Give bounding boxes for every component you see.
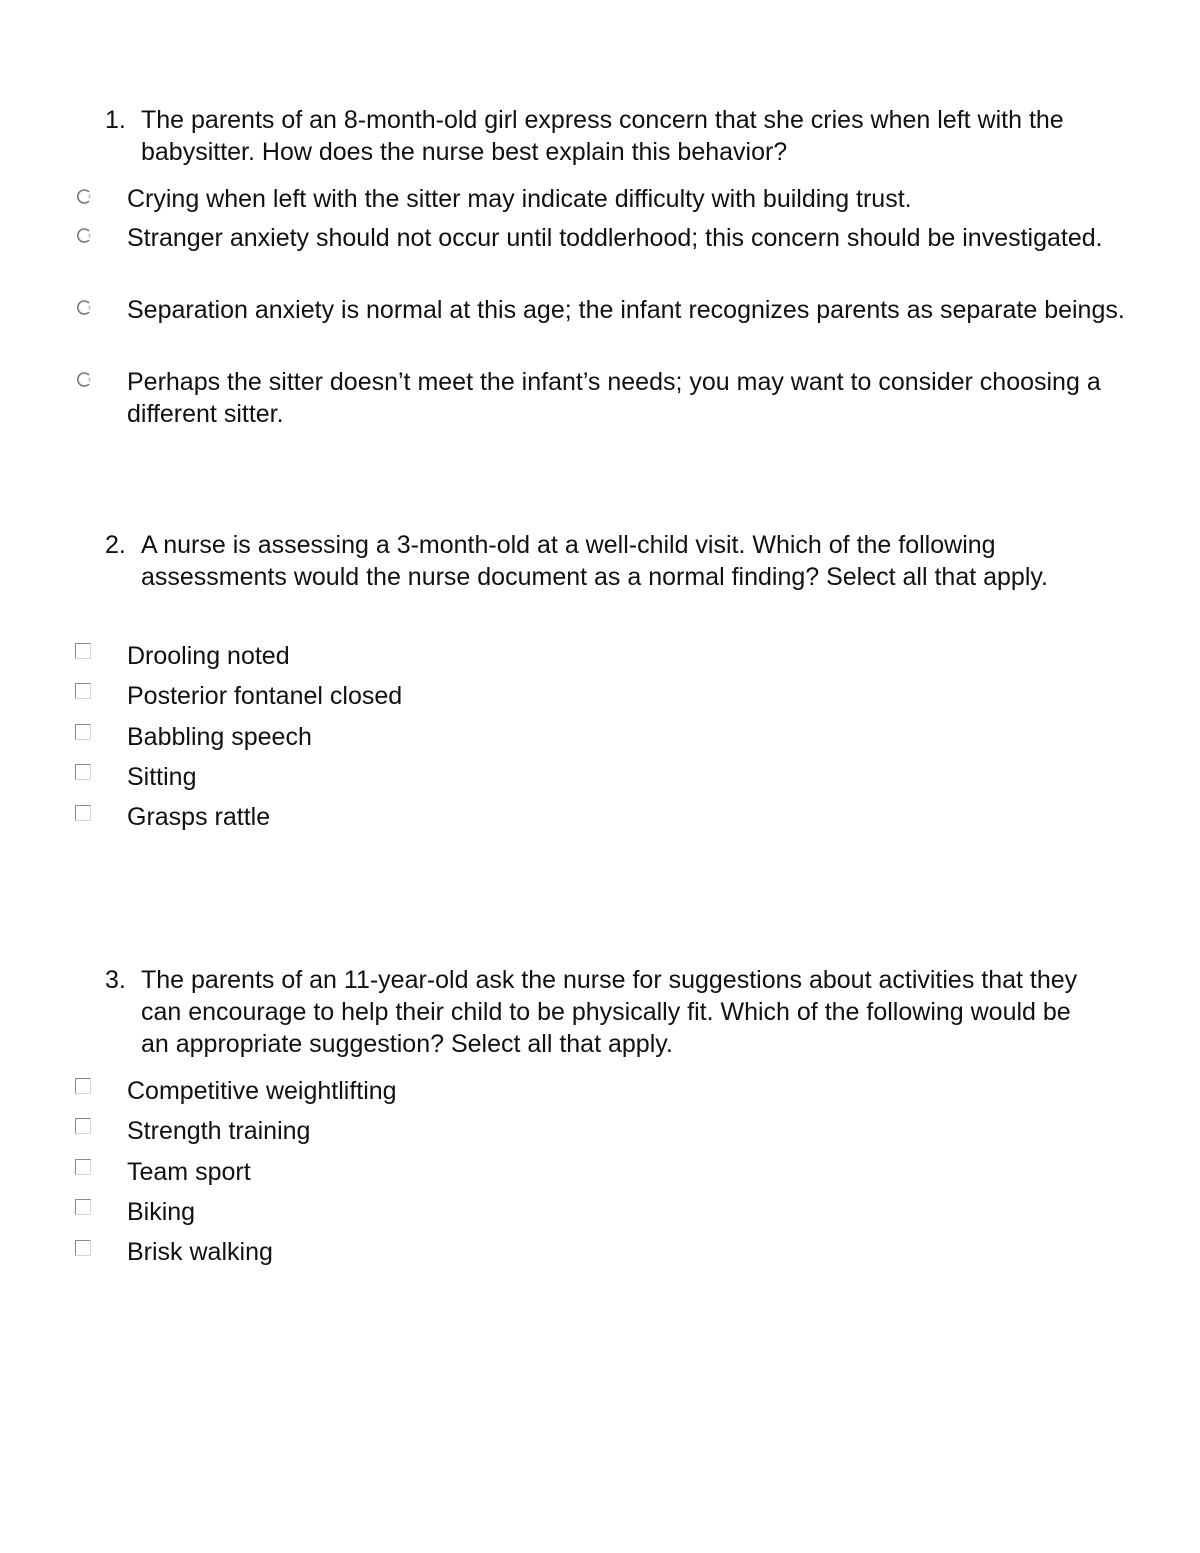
option-label: Grasps rattle	[127, 803, 271, 831]
checkbox-icon[interactable]	[75, 764, 91, 780]
option-label: Sitting	[127, 763, 197, 791]
question-prompt: The parents of an 11-year-old ask the nurse for suggestions about activities that they can encourage to help their child to be physically fit. Which of the following would be an appropriate suggestion? Select all that apply.	[141, 966, 1078, 1058]
option-label: Drooling noted	[127, 642, 290, 670]
checkbox-icon[interactable]	[75, 1240, 91, 1256]
checkbox-icon[interactable]	[75, 643, 91, 659]
checkbox-icon[interactable]	[75, 805, 91, 821]
question-number: 3.	[105, 966, 126, 994]
question-number: 1.	[105, 106, 126, 134]
radio-button-icon[interactable]	[75, 299, 92, 316]
checkbox-icon[interactable]	[75, 724, 91, 740]
checkbox-icon[interactable]	[75, 1159, 91, 1175]
option-label: Separation anxiety is normal at this age; the infant recognizes parents as separate beings.	[127, 296, 1125, 324]
radio-button-icon[interactable]	[75, 227, 92, 244]
option-label: Posterior fontanel closed	[127, 682, 403, 710]
question-prompt: The parents of an 8-month-old girl express concern that she cries when left with the babysitter. How does the nurse best explain this behavior?	[141, 106, 1064, 166]
option-label: Perhaps the sitter doesn’t meet the infant’s needs; you may want to consider choosing a different sitter.	[127, 368, 1101, 428]
option-label: Strength training	[127, 1117, 311, 1145]
option-label: Stranger anxiety should not occur until toddlerhood; this concern should be investigated.	[127, 224, 1103, 252]
option-label: Team sport	[127, 1158, 251, 1186]
radio-button-icon[interactable]	[75, 371, 92, 388]
radio-button-icon[interactable]	[75, 188, 92, 205]
option-label: Biking	[127, 1198, 196, 1226]
option-label: Babbling speech	[127, 723, 312, 751]
question-1-text	[105, 104, 1105, 168]
checkbox-icon[interactable]	[75, 1078, 91, 1094]
question-2-text	[105, 529, 1105, 593]
option-label: Brisk walking	[127, 1238, 273, 1266]
checkbox-icon[interactable]	[75, 1199, 91, 1215]
question-number: 2.	[105, 531, 126, 559]
checkbox-icon[interactable]	[75, 1118, 91, 1134]
question-prompt: A nurse is assessing a 3-month-old at a well-child visit. Which of the following assessments would the nurse document as a normal finding? Select all that apply.	[141, 531, 1048, 591]
checkbox-icon[interactable]	[75, 683, 91, 699]
option-label: Competitive weightlifting	[127, 1077, 397, 1105]
option-label: Crying when left with the sitter may indicate difficulty with building trust.	[127, 185, 912, 213]
question-3-text	[105, 964, 1105, 1060]
